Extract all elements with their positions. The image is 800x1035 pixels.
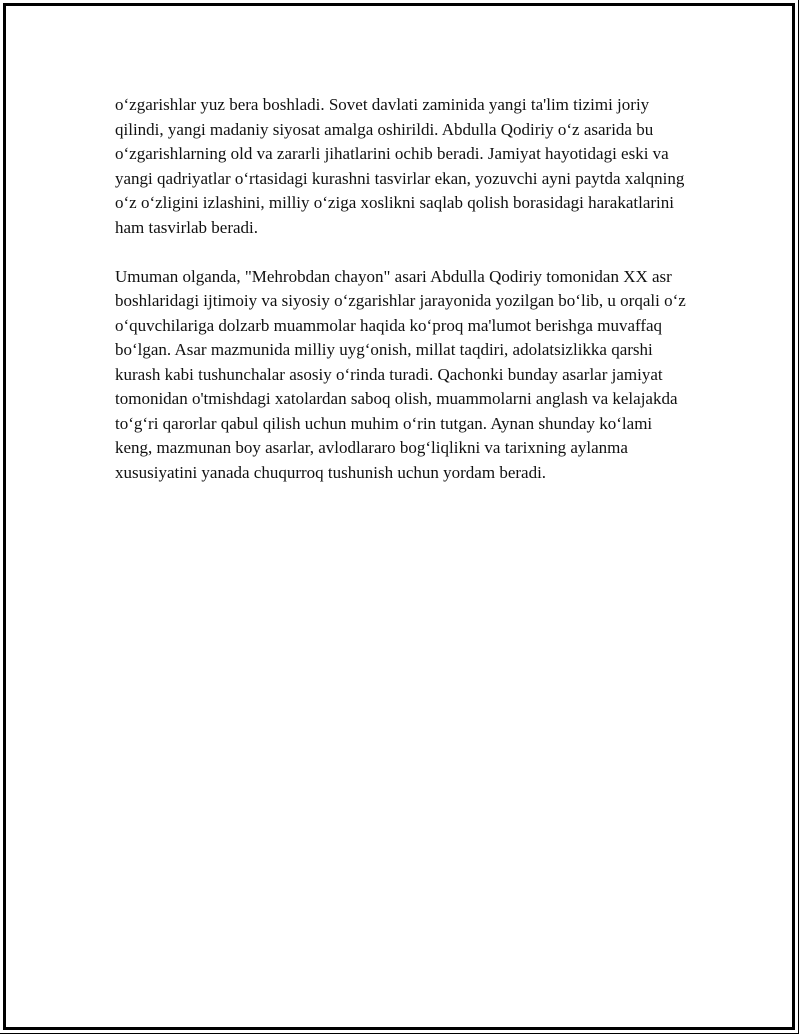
document-body (115, 93, 687, 485)
paragraph-2: Umuman olganda, "Mehrobdan chayon" asari Abdulla Qodiriy tomonidan XX asr boshlaridagi ijtimoiy va siyosiy o‘zgarishlar jarayonida yozilgan bo‘lib, u orqali o‘z o‘quvchilariga dolzarb muammolar haqida ko‘proq ma'lumot berishga muvaffaq bo‘lgan. Asar mazmunida milliy uyg‘onish, millat taqdiri, adolatsizlikka qarshi kurash kabi tushunchalar asosiy o‘rinda turadi. Qachonki bunday asarlar jamiyat tomonidan o'tmishdagi xatolardan saboq olish, muammolarni anglash va kelajakda to‘g‘ri qarorlar qabul qilish uchun muhim o‘rin tutgan. Aynan shunday ko‘lami keng, mazmunan boy asarlar, avlodlararo bog‘liqlikni va tarixning aylanma xususiyatini yanada chuqurroq tushunish uchun yordam beradi. (115, 266, 686, 482)
paragraph-1: o‘zgarishlar yuz bera boshladi. Sovet davlati zaminida yangi ta'lim tizimi joriy qilindi, yangi madaniy siyosat amalga oshirildi. Abdulla Qodiriy o‘z asarida bu o‘zgarishlarning old va zararli jihatlarini ochib beradi. Jamiyat hayotidagi eski va yangi qadriyatlar o‘rtasidagi kurashni tasvirlar ekan, yozuvchi ayni paytda xalqning o‘z o‘zligini izlashini, milliy o‘ziga xoslikni saqlab qolish borasidagi harakatlarini ham tasvirlab beradi. (115, 95, 685, 237)
